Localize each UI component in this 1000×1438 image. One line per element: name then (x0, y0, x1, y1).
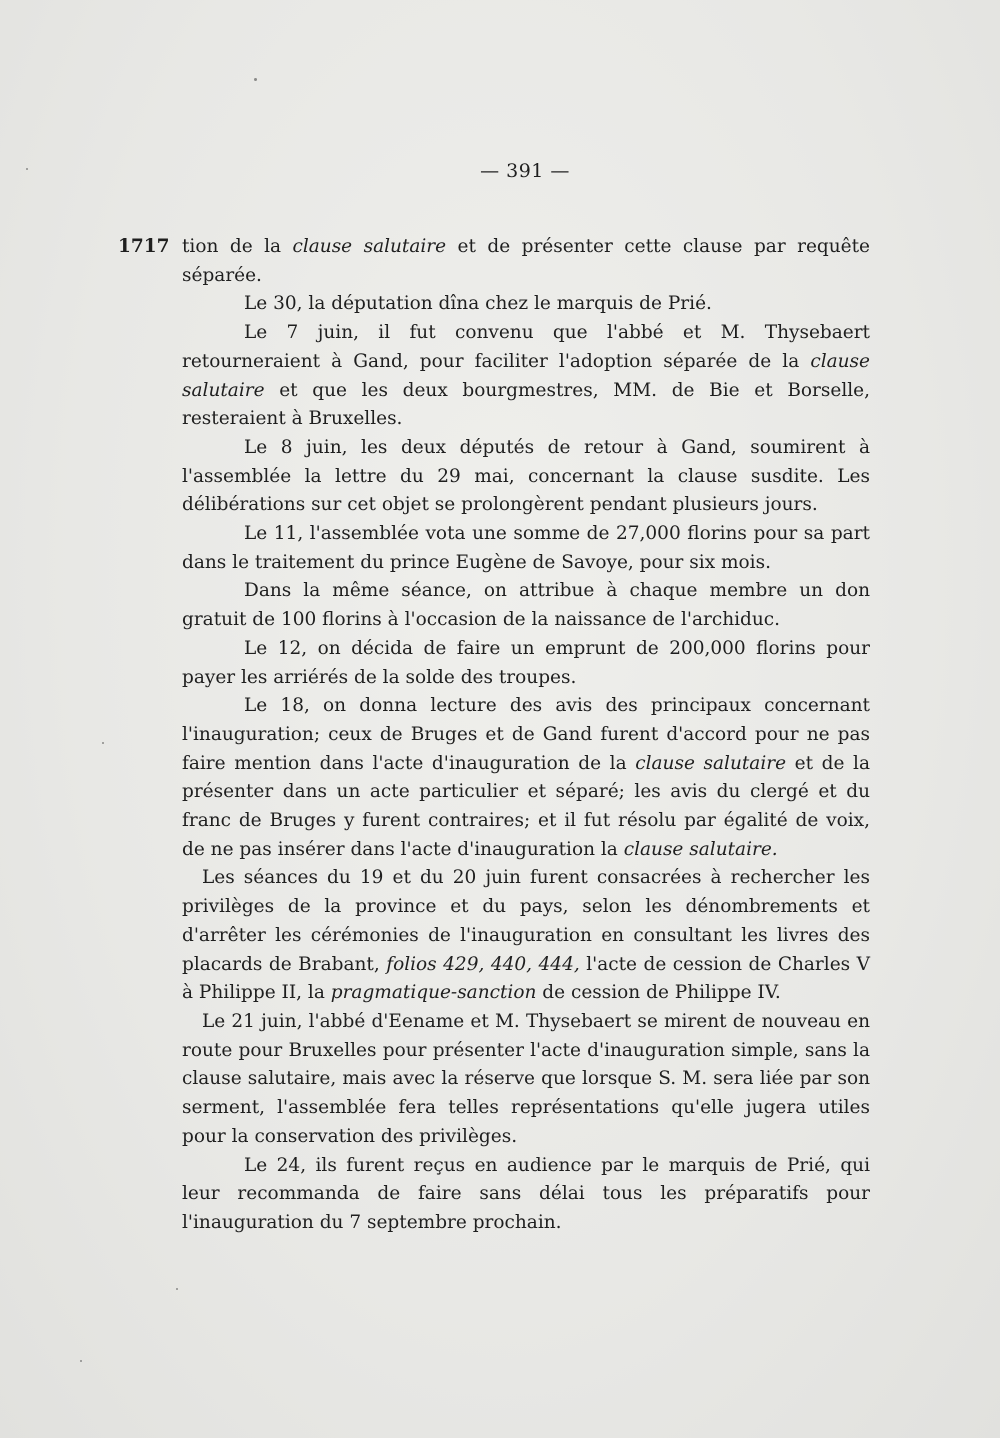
paragraph (182, 233, 870, 290)
paper-speck (254, 78, 257, 81)
paragraph (182, 434, 870, 520)
paragraph-text: Le 18, on donna lecture des avis des principaux concernant l'inauguration; ceux de Bruges et de Gand furent d'accord pour ne pas faire mention dans l'acte d'inauguration de la (182, 695, 870, 774)
italic-text: clause salutaire (182, 350, 870, 401)
paragraph (182, 692, 870, 864)
paper-speck (80, 1360, 82, 1362)
italic-text: clause salutaire (292, 236, 447, 257)
body-text (182, 233, 870, 1238)
paragraph-text: et de présenter cette clause par requête séparée. (182, 236, 870, 286)
paragraph-text: Le 11, l'assemblée vota une somme de 27,000 florins pour sa part dans le traitement du prince Eugène de Savoye, pour six mois. (182, 523, 870, 573)
paragraph (182, 635, 870, 692)
paragraph (182, 864, 870, 1008)
paragraph-text: Le 24, ils furent reçus en audience par le marquis de Prié, qui leur recommanda de faire sans délai tous les préparatifs pour l'inauguration du 7 septembre prochain. (182, 1154, 870, 1233)
italic-text: clause salutaire (635, 752, 787, 774)
paragraph-text: et que les deux bourgmestres, MM. de Bie et Borselle, resteraient à Bruxelles. (182, 379, 870, 430)
paragraph-text: Dans la même séance, on attribue à chaque membre un don gratuit de 100 florins à l'occasion de la naissance de l'archiduc. (182, 580, 870, 631)
page-number: — 391 — (480, 160, 570, 182)
paragraph-text: tion de la (182, 236, 293, 257)
paragraph (182, 1008, 870, 1152)
year-marker: 1717 (118, 236, 170, 257)
paragraph-text: Les séances du 19 et du 20 juin furent consacrées à rechercher les privilèges de la province et du pays, selon les dénombrements et d'arrêter les cérémonies de l'inauguration en consultant les livres des placards de Brabant, (182, 867, 870, 975)
paragraph (182, 290, 870, 319)
paper-speck (26, 168, 28, 170)
paragraph (182, 1152, 870, 1238)
paragraph-text: et de la présenter dans un acte particulier et séparé; les avis du clergé et du franc de Bruges y furent contraires; et il fut résolu par égalité de voix, de ne pas insérer dans l'acte d'inauguration la (182, 752, 871, 860)
paragraph (182, 520, 870, 577)
italic-text: folios 429, 440, 444, (386, 953, 580, 975)
paragraph-text: l'acte de cession de Charles V à Philippe II, la (182, 953, 870, 1004)
paragraph (182, 577, 870, 634)
paragraph-text: Le 7 juin, il fut convenu que l'abbé et M. Thysebaert retourneraient à Gand, pour faciliter l'adoption séparée de la (182, 322, 870, 372)
paragraph-text: Le 8 juin, les deux députés de retour à Gand, soumirent à l'assemblée la lettre du 29 mai, concernant la clause susdite. Les délibérations sur cet objet se prolongèrent pendant plusieurs jours. (182, 436, 870, 516)
paper-speck (176, 1288, 178, 1290)
paragraph (182, 319, 870, 434)
paragraph-text: de cession de Philippe IV. (536, 982, 781, 1004)
italic-text: pragmatique-sanction (330, 982, 537, 1004)
paragraph-text: Le 21 juin, l'abbé d'Eename et M. Thysebaert se mirent de nouveau en route pour Bruxelles pour présenter l'acte d'inauguration simple, sans la clause salutaire, mais avec la réserve que lorsque S. M. sera liée par son serment, l'assemblée fera telles représentations qu'elle jugera utiles pour la conservation des privilèges. (182, 1010, 870, 1147)
paragraph-text: Le 30, la députation dîna chez le marquis de Prié. (244, 293, 712, 315)
italic-text: clause salutaire. (623, 838, 778, 860)
paper-speck (102, 742, 104, 744)
paragraph-text: Le 12, on décida de faire un emprunt de 200,000 florins pour payer les arriérés de la solde des troupes. (182, 637, 870, 688)
